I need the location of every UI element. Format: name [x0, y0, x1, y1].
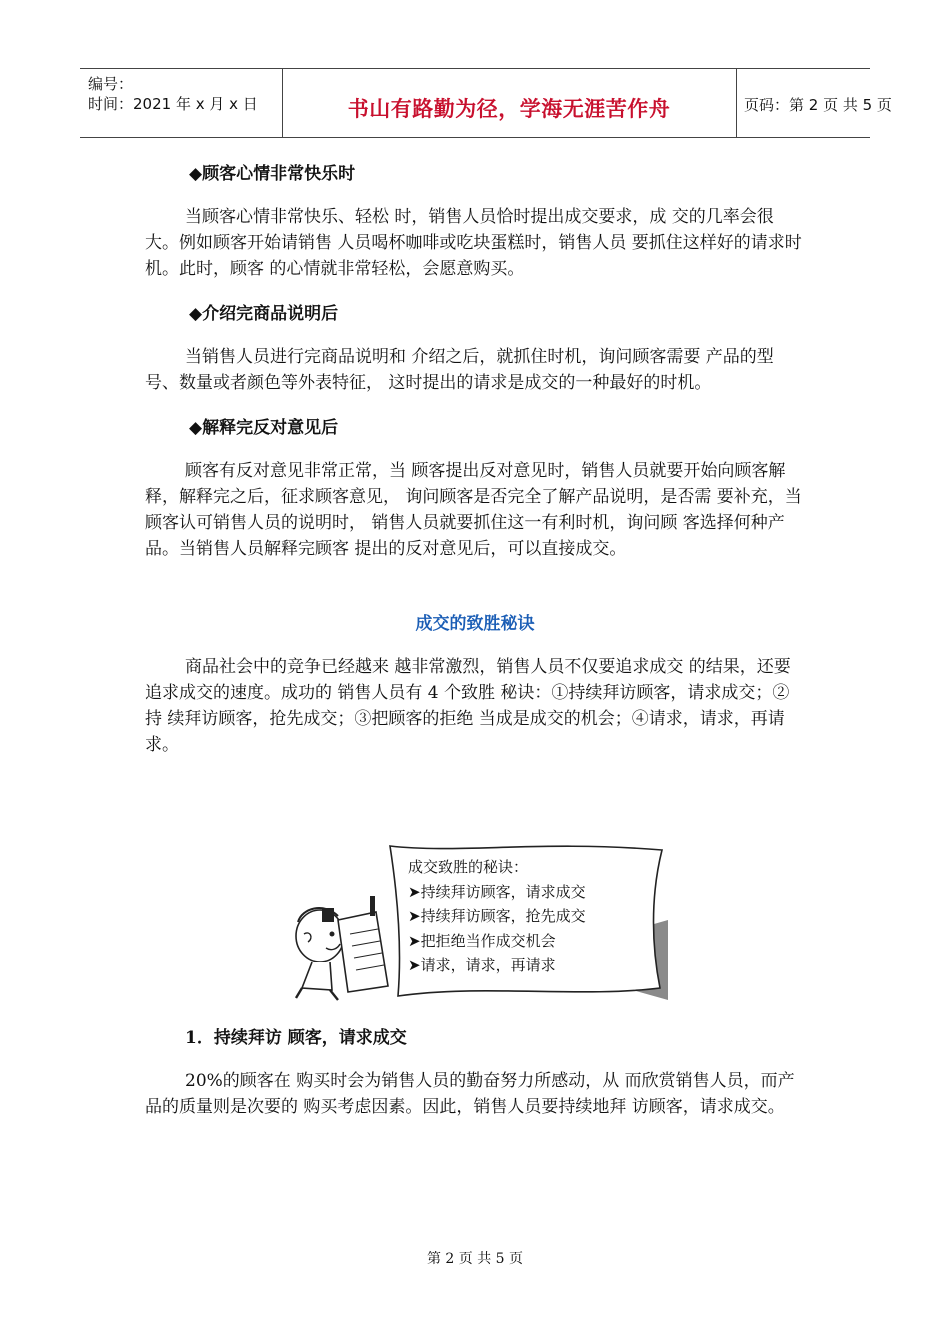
heading-happy-customer: ◆顾客心情非常快乐时 [189, 164, 356, 184]
heading-point-1: 1．持续拜访 顾客，请求成交 [185, 1028, 407, 1048]
secrets-illustration [280, 838, 670, 1008]
date-label: 时间：2021 年 x 月 x 日 [88, 95, 258, 113]
heading-after-introduction: ◆介绍完商品说明后 [189, 304, 339, 324]
paragraph-secrets: 商品社会中的竞争已经越来 越非常激烈，销售人员不仅要追求成交 的结果，还要追求成交的速度。成功的 销售人员有 4 个致胜 秘诀：①持续拜访顾客，请求成交；②持 续拜访顾客，抢先成交；③把顾客的拒绝 当成是成交的机会；④请求，请求，再请求。 [145, 657, 791, 755]
illustration-title: 成交致胜的秘诀： [408, 858, 529, 876]
illustration-item: ➤持续拜访顾客，请求成交 [408, 883, 586, 901]
header-page-info: 页码：第 2 页 共 5 页 [744, 96, 892, 114]
serial-label: 编号： [88, 75, 134, 93]
paragraph-point-1: 20%的顾客在 购买时会为销售人员的勤奋努力所感动，从 而欣赏销售人员，而产品的质量则是次要的 购买考虑因素。因此，销售人员要持续地拜 访顾客，请求成交。 [145, 1071, 795, 1117]
header-right-cell [736, 69, 892, 137]
document-body-continued [145, 1026, 805, 1120]
illustration-item: ➤请求，请求，再请求 [408, 956, 556, 974]
page-footer: 第 2 页 共 5 页 [426, 1251, 524, 1267]
heading-after-objection: ◆解释完反对意见后 [189, 418, 339, 438]
paragraph-after-introduction: 当销售人员进行完商品说明和 介绍之后，就抓住时机，询问顾客需要 产品的型号、数量或者颜色等外表特征， 这时提出的请求是成交的一种最好的时机。 [145, 347, 774, 393]
header-middle-cell [282, 69, 737, 137]
page-header [80, 68, 892, 138]
illustration-item: ➤持续拜访顾客，抢先成交 [408, 907, 586, 925]
illustration-item: ➤把拒绝当作成交机会 [408, 932, 556, 950]
paragraph-after-objection: 顾客有反对意见非常正常，当 顾客提出反对意见时，销售人员就要开始向顾客解释，解释完之后，征求顾客意见， 询问顾客是否完全了解产品说明，是否需 要补充，当顾客认可销售人员的说明时， 销售人员就要抓住这一有利时机，询问顾 客选择何种产品。当销售人员解释完顾客 提出的反对意见后，可以直接成交。 [145, 461, 802, 559]
section-title-secrets: 成交的致胜秘诀 [415, 614, 535, 634]
header-motto: 书山有路勤为径，学海无涯苦作舟 [347, 97, 671, 121]
document-body [145, 150, 805, 758]
header-left-cell [80, 69, 283, 137]
paragraph-happy-customer: 当顾客心情非常快乐、轻松 时，销售人员恰时提出成交要求，成 交的几率会很大。例如顾客开始请销售 人员喝杯咖啡或吃块蛋糕时，销售人员 要抓住这样好的请求时机。此时，顾客 的心情就非常轻松，会愿意购买。 [145, 207, 802, 279]
